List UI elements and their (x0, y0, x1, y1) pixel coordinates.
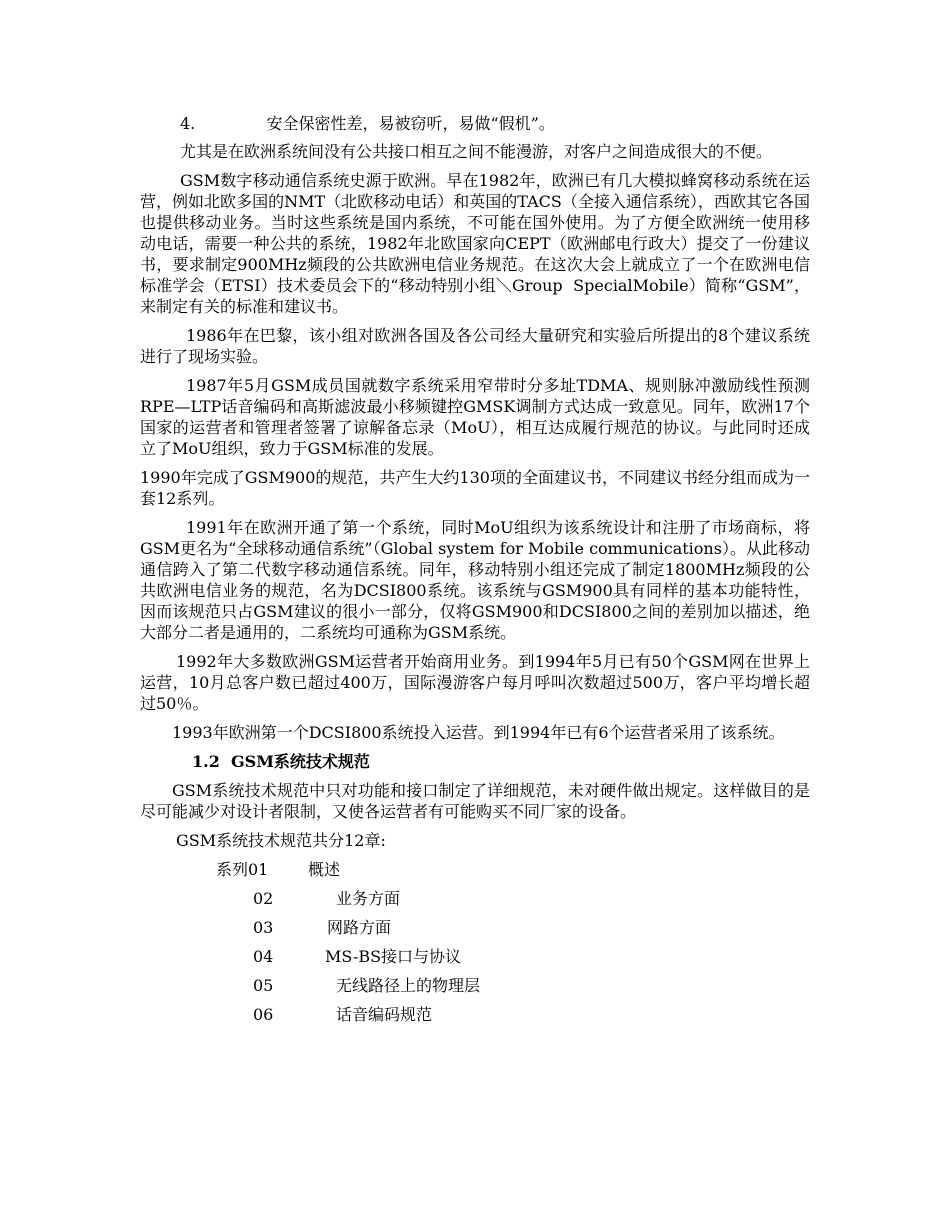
series-title: 话音编码规范 (336, 1005, 433, 1024)
list-item-4 (180, 113, 810, 134)
paragraph-1992: 1992年大多数欧洲GSM运营者开始商用业务。到1994年5月已有50个GSM网在世界上运营，10月总客户数已超过400万，国际漫游客户每月呼叫次数超过500万，客户平均增长超过50％。 (140, 652, 810, 713)
series-number: 02 (253, 889, 274, 908)
series-label: 系列 (216, 860, 249, 879)
series-title: 业务方面 (336, 889, 401, 908)
series-number: 03 (253, 918, 274, 937)
paragraph-1991: 1991年在欧洲开通了第一个系统，同时MoU组织为该系统设计和注册了市场商标，将GSM更名为“全球移动通信系统”（Global system for Mobile communications）。从此移动通信跨入了第二代数字移动通信系统。同年，移动特别小组还完成了制定1800MHz频段的公共欧洲电信业务的规范，名为DCSI800系统。该系统与GSM900具有同样的基本功能特性，因而该规范只占GSM建议的很小一部分，仅将GSM900和DCSI800之间的差别加以描述，绝大部分二者是通用的，二系统均可通称为GSM系统。 (140, 518, 810, 642)
series-number: 04 (253, 947, 274, 966)
series-row (140, 859, 810, 888)
paragraph-spec-chapters: GSM系统技术规范共分12章: (176, 831, 386, 850)
paragraph-1986: 1986年在巴黎，该小组对欧洲各国及各公司经大量研究和实验后所提出的8个建议系统进行了现场实验。 (140, 326, 810, 366)
paragraph-1993: 1993年欧洲第一个DCSI800系统投入运营。到1994年已有6个运营者采用了该系统。 (172, 723, 785, 742)
series-list (140, 859, 810, 1033)
series-number: 06 (253, 1005, 274, 1024)
paragraph-spec-overview: GSM系统技术规范中只对功能和接口制定了详细规范，未对硬件做出规定。这样做目的是尽可能减少对设计者限制，又使各运营者有可能购买不同厂家的设备。 (140, 781, 810, 821)
section-number: 1.2 (192, 752, 220, 771)
section-title: GSM系统技术规范 (230, 752, 370, 771)
series-row (140, 917, 810, 946)
series-row (140, 1004, 810, 1033)
paragraph-gsm-origin: GSM数字移动通信系统史源于欧洲。早在1982年，欧洲已有几大模拟蜂窝移动系统在运营，例如北欧多国的NMT（北欧移动电话）和英国的TACS（全接入通信系统），西欧其它各国也提供移动业务。当时这些系统是国内系统，不可能在国外使用。为了方便全欧洲统一使用移动电话，需要一种公共的系统，1982年北欧国家向CEPT（欧洲邮电行政大）提交了一份建议书，要求制定900MHz频段的公共欧洲电信业务规范。在这次大会上就成立了一个在欧洲电信标准学会（ETSI）技术委员会下的“移动特别小组＼Group SpecialMobile）简称“GSM”，来制定有关的标准和建议书。 (140, 171, 810, 316)
document-page (140, 113, 810, 1033)
section-heading (192, 751, 810, 772)
paragraph-roaming: 尤其是在欧洲系统间没有公共接口相互之间不能漫游，对客户之间造成很大的不便。 (180, 142, 773, 161)
series-number: 05 (253, 976, 274, 995)
series-title: 概述 (308, 860, 341, 879)
list-item-text: 安全保密性差，易被窃听，易做“假机”。 (266, 114, 555, 133)
paragraph-1990: 1990年完成了GSM900的规范，共产生大约130项的全面建议书，不同建议书经分组而成为一套12系列。 (140, 468, 810, 508)
series-title: 网路方面 (327, 918, 392, 937)
list-item-number: 4. (180, 114, 196, 133)
series-row (140, 975, 810, 1004)
series-row (140, 946, 810, 975)
series-title: 无线路径上的物理层 (336, 976, 481, 995)
series-row (140, 888, 810, 917)
series-title: MS-BS接口与协议 (325, 947, 462, 966)
paragraph-1987: 1987年5月GSM成员国就数字系统采用窄带时分多址TDMA、规则脉冲激励线性预测RPE—LTP话音编码和高斯滤波最小移频键控GMSK调制方式达成一致意见。同年，欧洲17个国家的运营者和管理者签署了谅解备忘录（MoU），相互达成履行规范的协议。与此同时还成立了MoU组织，致力于GSM标准的发展。 (140, 376, 810, 458)
series-number: 01 (248, 860, 269, 879)
